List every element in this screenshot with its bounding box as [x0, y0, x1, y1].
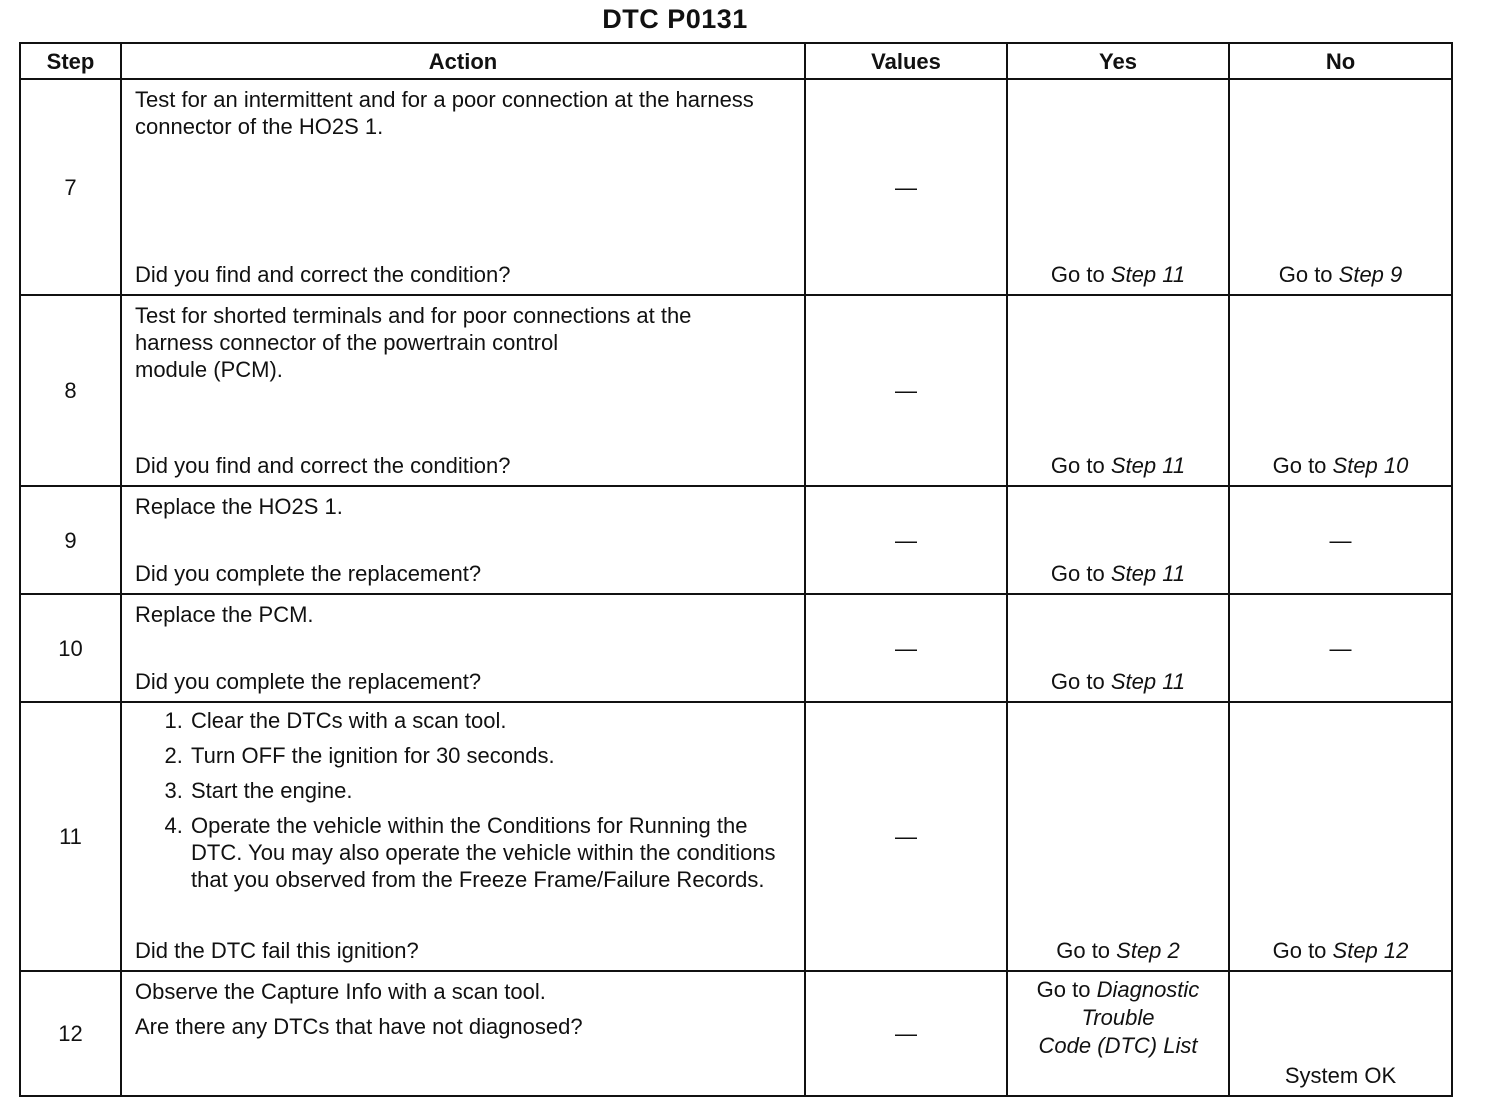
- no-cell: [1229, 295, 1452, 486]
- yes-link-line[interactable]: Diagnostic: [1096, 977, 1200, 1002]
- table-row: [20, 486, 1452, 594]
- action-question: Did you find and correct the condition?: [135, 262, 511, 287]
- yes-cell: [1007, 79, 1229, 295]
- value-cell: —: [805, 702, 1007, 971]
- no-prefix: Go to: [1272, 453, 1333, 478]
- action-text: Test for an intermittent and for a poor connection at the harness connector of the HO2S 1.: [135, 87, 754, 139]
- yes-prefix: Go to: [1050, 669, 1111, 694]
- table-row: [20, 702, 1452, 971]
- action-line: Test for shorted terminals and for poor connections at the: [135, 303, 692, 328]
- action-question: Did you complete the replacement?: [135, 561, 482, 586]
- step-number: 11: [20, 702, 121, 971]
- page-title: DTC P0131: [602, 4, 748, 34]
- header-values: Values: [805, 43, 1007, 79]
- value-cell: —: [805, 594, 1007, 702]
- step-number: 10: [20, 594, 121, 702]
- no-cell: —: [1229, 594, 1452, 702]
- action-cell: [121, 594, 805, 702]
- table-row: [20, 295, 1452, 486]
- yes-prefix: Go to: [1050, 561, 1111, 586]
- action-line: harness connector of the powertrain control: [135, 330, 559, 355]
- step-number: 8: [20, 295, 121, 486]
- action-question: Did the DTC fail this ignition?: [135, 938, 419, 963]
- yes-prefix: Go to: [1056, 938, 1117, 963]
- diagnostic-table: [19, 42, 1453, 1097]
- action-question: Did you find and correct the condition?: [135, 453, 511, 478]
- header-no: No: [1229, 43, 1452, 79]
- action-text: Replace the HO2S 1.: [135, 494, 343, 519]
- yes-step-link[interactable]: Step 11: [1110, 453, 1186, 478]
- action-cell: [121, 702, 805, 971]
- header-yes: Yes: [1007, 43, 1229, 79]
- no-step-link[interactable]: Step 10: [1332, 453, 1409, 478]
- no-cell: System OK: [1229, 971, 1452, 1096]
- yes-step-link[interactable]: Step 11: [1110, 262, 1186, 287]
- action-text: Replace the PCM.: [135, 602, 314, 627]
- no-cell: [1229, 79, 1452, 295]
- table-row: [20, 594, 1452, 702]
- action-cell: [121, 79, 805, 295]
- action-text: [135, 302, 792, 383]
- no-step-link[interactable]: Step 9: [1338, 262, 1403, 287]
- header-step: Step: [20, 43, 121, 79]
- list-item: 4. Operate the vehicle within the Conditions for Running the DTC. You may also operate the vehicle within the conditions that you observed from the Freeze Frame/Failure Records.: [189, 812, 792, 893]
- no-cell: [1229, 702, 1452, 971]
- yes-cell: [1007, 971, 1229, 1096]
- action-question: Are there any DTCs that have not diagnosed?: [135, 1014, 583, 1039]
- action-cell: [121, 486, 805, 594]
- value-cell: —: [805, 971, 1007, 1096]
- list-item: 2. Turn OFF the ignition for 30 seconds.: [189, 742, 792, 769]
- value-cell: —: [805, 486, 1007, 594]
- step-number: 12: [20, 971, 121, 1096]
- yes-prefix: Go to: [1050, 453, 1111, 478]
- yes-step-link[interactable]: Step 11: [1110, 561, 1186, 586]
- step-number: 7: [20, 79, 121, 295]
- list-item: 1. Clear the DTCs with a scan tool.: [189, 707, 792, 734]
- yes-link-line[interactable]: Trouble: [1081, 1005, 1155, 1030]
- step-number: 9: [20, 486, 121, 594]
- yes-cell: [1007, 486, 1229, 594]
- header-row: [20, 43, 1452, 79]
- table-row: [20, 971, 1452, 1096]
- yes-cell: [1007, 594, 1229, 702]
- no-step-link[interactable]: Step 12: [1332, 938, 1409, 963]
- header-action: Action: [121, 43, 805, 79]
- value-cell: —: [805, 295, 1007, 486]
- yes-step-link[interactable]: Step 11: [1110, 669, 1186, 694]
- action-cell: [121, 295, 805, 486]
- action-line: module (PCM).: [135, 357, 283, 382]
- no-prefix: Go to: [1272, 938, 1333, 963]
- list-item: 3. Start the engine.: [189, 777, 792, 804]
- value-cell: —: [805, 79, 1007, 295]
- action-list: [135, 707, 792, 893]
- action-cell: [121, 971, 805, 1096]
- yes-link-line[interactable]: Code (DTC) List: [1038, 1033, 1198, 1058]
- action-question: Did you complete the replacement?: [135, 669, 482, 694]
- table-row: [20, 79, 1452, 295]
- action-text: Observe the Capture Info with a scan tool.: [135, 979, 546, 1004]
- yes-cell: [1007, 702, 1229, 971]
- no-prefix: Go to: [1278, 262, 1339, 287]
- no-cell: —: [1229, 486, 1452, 594]
- yes-step-link[interactable]: Step 2: [1116, 938, 1180, 963]
- yes-cell: [1007, 295, 1229, 486]
- yes-prefix: Go to: [1050, 262, 1111, 287]
- yes-prefix: Go to: [1036, 977, 1097, 1002]
